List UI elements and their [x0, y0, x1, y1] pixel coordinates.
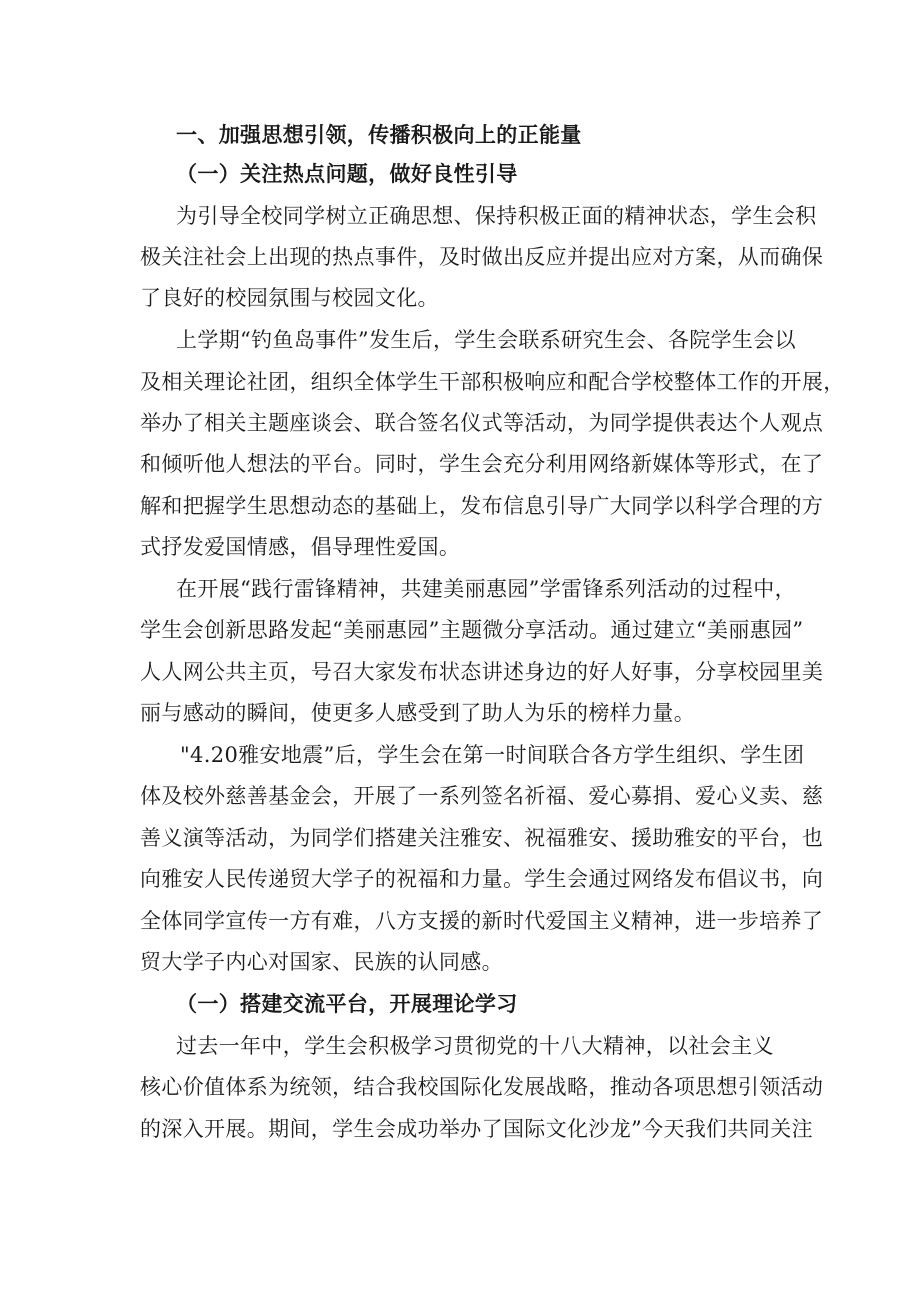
paragraph-line: 为引导全校同学树立正确思想、保持积极正面的精神状态，学生会积: [176, 204, 817, 228]
paragraph-line: 体及校外慈善基金会，开展了一系列签名祈福、爱心募捐、爱心义卖、慈: [140, 784, 824, 808]
subsection-heading-hot-topics: （一）关注热点问题，做好良性引导: [176, 161, 518, 186]
paragraph-line: 核心价值体系为统领，结合我校国际化发展战略，推动各项思想引领活动: [140, 1075, 824, 1099]
paragraph-line: 和倾听他人想法的平台。同时，学生会充分利用网络新媒体等形式，在了: [140, 452, 824, 476]
paragraph-line: 及相关理论社团，组织全体学生干部积极响应和配合学校整体工作的开展，: [140, 370, 845, 394]
paragraph-line: 的深入开展。期间，学生会成功举办了国际文化沙龙”今天我们共同关注: [140, 1117, 813, 1141]
paragraph-line: 贸大学子内心对国家、民族的认同感。: [140, 950, 503, 974]
paragraph-line: 在开展“践行雷锋精神，共建美丽惠园”学雷锋系列活动的过程中，: [176, 577, 796, 601]
subsection-heading-exchange-platform: （一）搭建交流平台，开展理论学习: [176, 991, 518, 1016]
paragraph-line: 向雅安人民传递贸大学子的祝福和力量。学生会通过网络发布倡议书，向: [140, 867, 824, 891]
paragraph-line: 解和把握学生思想动态的基础上，发布信息引导广大同学以科学合理的方: [140, 494, 824, 518]
paragraph-line: 学生会创新思路发起“美丽惠园”主题微分享活动。通过建立“美丽惠园”: [140, 618, 804, 642]
section-heading: 一、加强思想引领，传播积极向上的正能量: [176, 122, 582, 147]
paragraph-line: 善义演等活动，为同学们搭建关注雅安、祝福雅安、援助雅安的平台，也: [140, 826, 824, 850]
paragraph-line: 上学期“钓鱼岛事件”发生后，学生会联系研究生会、各院学生会以: [176, 328, 796, 352]
paragraph-line: 了良好的校园氛围与校园文化。: [140, 286, 439, 310]
paragraph-line: "4.20雅安地震”后，学生会在第一时间联合各方学生组织、学生团: [180, 743, 805, 767]
paragraph-line: 极关注社会上出现的热点事件，及时做出反应并提出应对方案，从而确保: [140, 245, 824, 269]
paragraph-line: 丽与感动的瞬间，使更多人感受到了助人为乐的榜样力量。: [140, 701, 696, 725]
paragraph-line: 举办了相关主题座谈会、联合签名仪式等活动，为同学提供表达个人观点: [140, 411, 824, 435]
paragraph-line: 式抒发爱国情感，倡导理性爱国。: [140, 535, 461, 559]
paragraph-line: 过去一年中，学生会积极学习贯彻党的十八大精神，以社会主义: [176, 1034, 774, 1058]
paragraph-line: 全体同学宣传一方有难，八方支援的新时代爱国主义精神，进一步培养了: [140, 909, 824, 933]
paragraph-line: 人人网公共主页，号召大家发布状态讲述身边的好人好事，分享校园里美: [140, 660, 824, 684]
